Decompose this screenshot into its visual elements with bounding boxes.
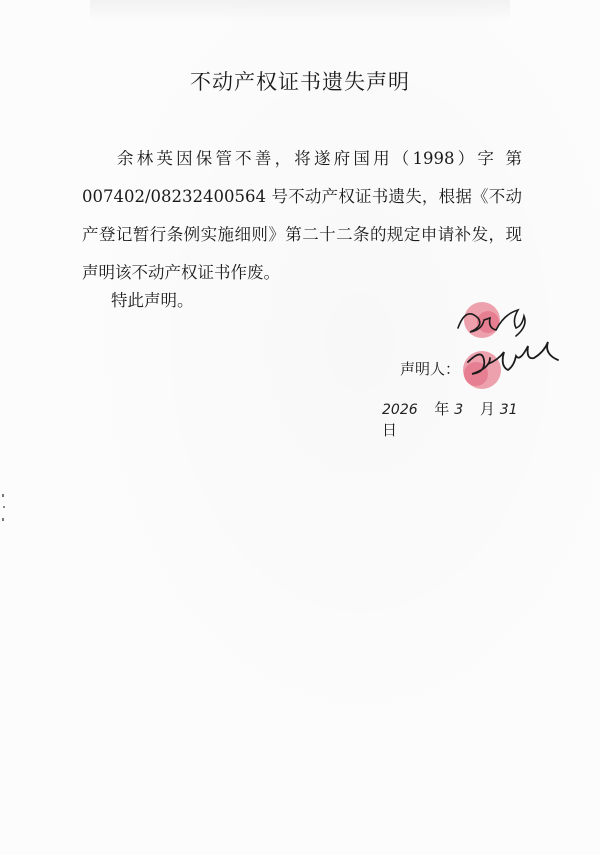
- signature-area: [430, 290, 570, 400]
- date-day: 31: [499, 402, 518, 418]
- scan-edge-marks: [0, 490, 10, 530]
- signer-label: 声明人：: [400, 360, 461, 378]
- document-title: 不动产权证书遗失声明: [190, 70, 410, 94]
- statement-paragraph: 余林英因保管不善，将遂府国用（1998）字 第007402/08232400564 号不动产权证书遗失，根据《不动产登记暂行条例实施细则》第二十二条的规定申请补发，现声明该不动产权证书作废。: [82, 149, 522, 282]
- date-month-unit: 月: [479, 400, 495, 418]
- date-month: 3: [454, 402, 464, 418]
- date-row: [382, 398, 532, 439]
- date-year: 2026: [382, 402, 418, 418]
- statement-body: [82, 140, 522, 292]
- scan-shadow: [90, 0, 510, 22]
- closing-line: 特此声明。: [111, 291, 194, 310]
- date-year-unit: 年: [434, 400, 450, 418]
- date-day-unit: 日: [382, 421, 398, 439]
